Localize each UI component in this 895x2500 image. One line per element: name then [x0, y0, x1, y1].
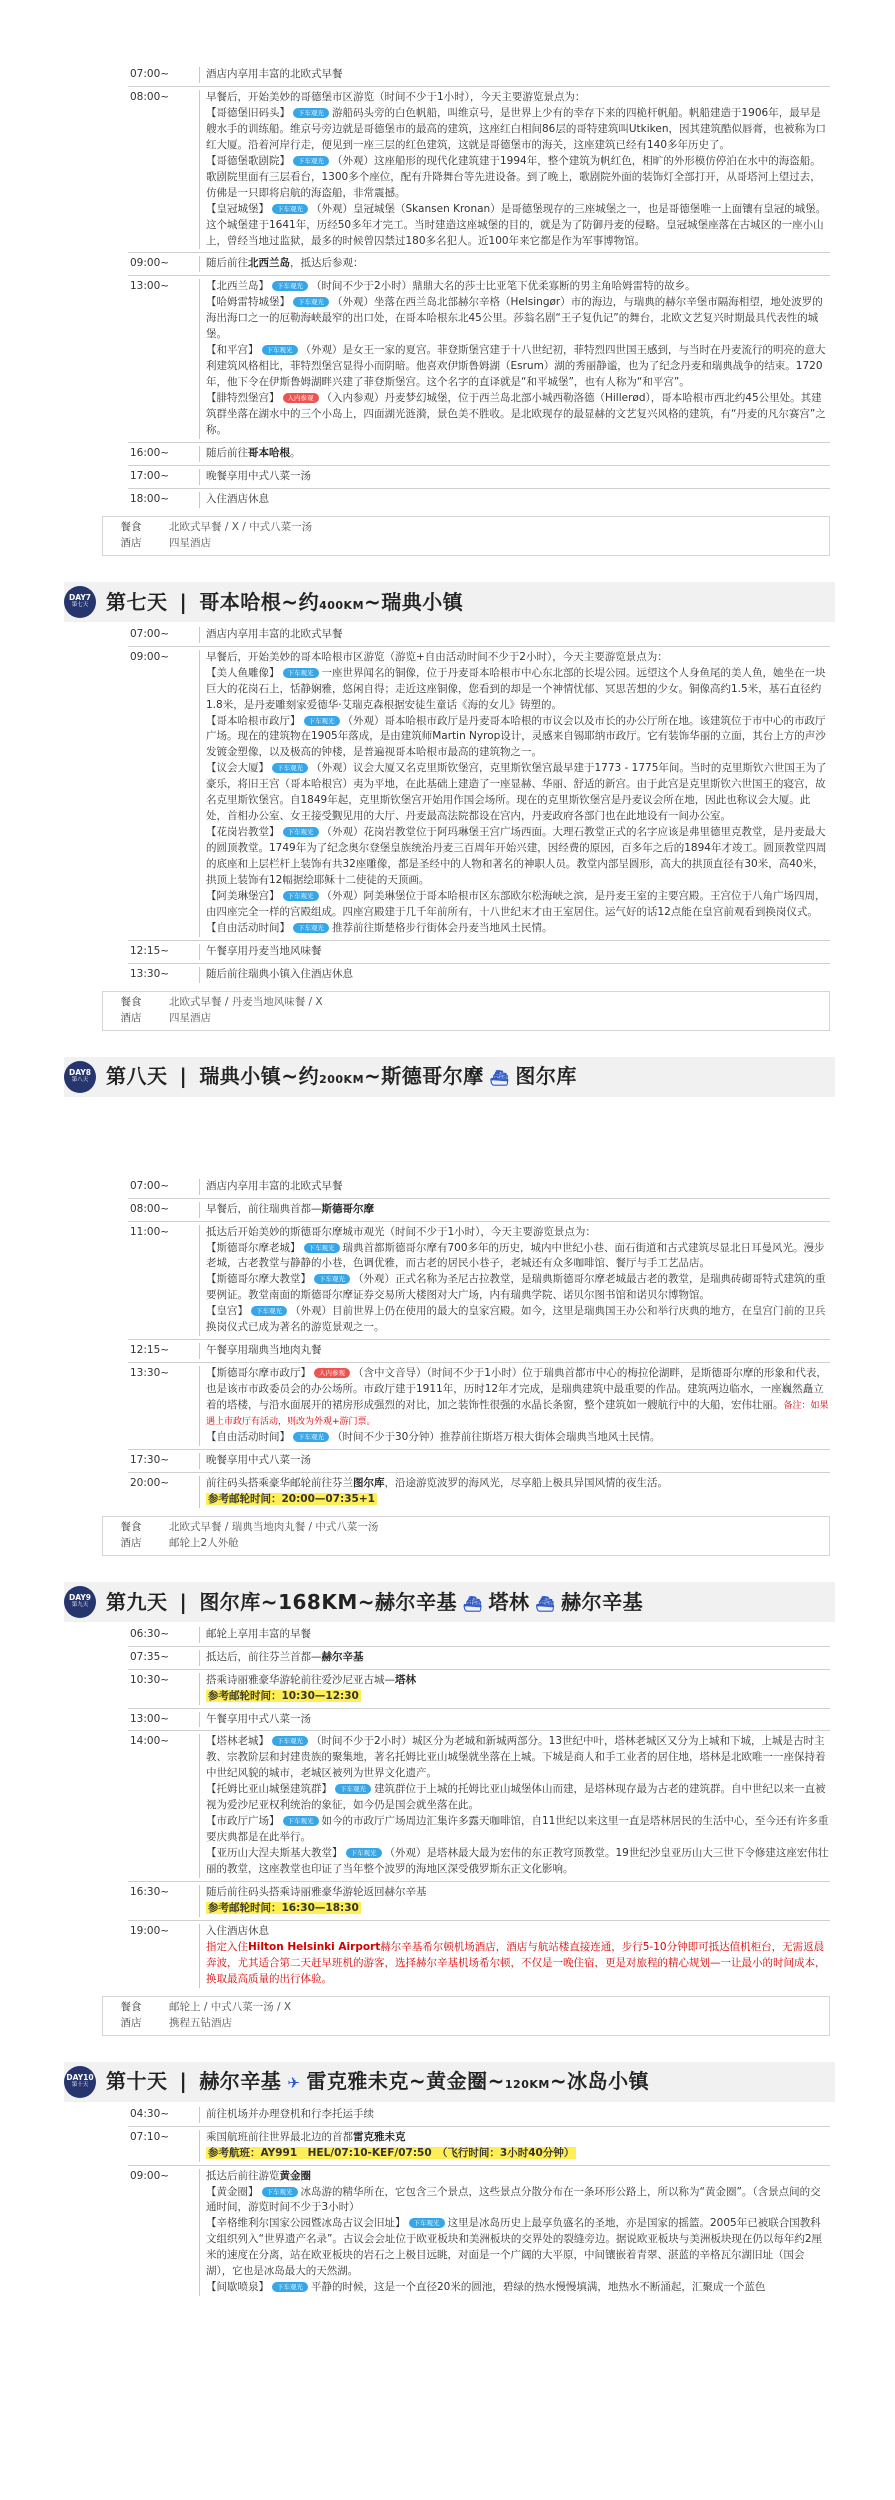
day7-schedule — [128, 627, 830, 983]
schedule-row: 13:00~ 【北西兰岛】 下车观光 （时间不少于2小时）鼎鼎大名的莎士比亚笔下优柔寡断的男主角哈姆雷特的故乡。 【哈姆雷特城堡】 下车观光 （外观）坐落在西兰岛北部赫尔辛格（Helsingør）市的海边，与瑞典的赫尔辛堡市隔海相望，地处波罗的海出海口之一的厄勒海峡最窄的出口处，在哥本哈根东北45公里。莎翁名剧“王子复仇记”的舞台，北欧文艺复兴时期最具代表性的城堡。 【和平宫】 下车观光 （外观）是女王一家的夏宫。菲登斯堡宫建于十八世纪初，菲特烈四世国王感到，与当时在丹麦流行的明亮的意大利建筑风格相比，菲特烈堡宫显得小而阴暗。他喜欢伊斯鲁姆湖（Esrum）湖的秀丽静谧，也为了纪念丹麦和瑞典战争的结束。1720年，他下令在伊斯鲁姆湖畔兴建了菲登斯堡宫。这个名字的直译就是“和平城堡”，也有人称为“和平宫”。 【腓特烈堡宫】 入内参观 （入内参观）丹麦梦幻城堡，位于西兰岛北部小城西勒洛德（Hillerød），哥本哈根市西北约45公里处。其建筑群坐落在湖水中的三个小岛上，四面湖光涟漪，景色美不胜收。是北欧现存的最显赫的文艺复兴风格的建筑，有“丹麦的凡尔赛宫”之称。 — [128, 279, 830, 439]
tag-view: 下车观光 — [409, 2218, 445, 2228]
schedule-row: 04:30~ 前往机场并办理登机和行李托运手续 — [128, 2107, 830, 2123]
schedule-row: 16:30~ 随后前往码头搭乘诗丽雅豪华游轮返回赫尔辛基 参考邮轮时间：16:30—18:30 — [128, 1885, 830, 1917]
schedule-row: 20:00~ 前往码头搭乘豪华邮轮前往芬兰图尔库，沿途游览波罗的海风光，尽享船上极具异国风情的夜生活。 参考邮轮时间：20:00—07:35+1 — [128, 1476, 830, 1508]
day8-meals-box: 餐食 北欧式早餐 / 瑞典当地肉丸餐 / 中式八菜一汤 酒店 邮轮上2人外舱 — [102, 1516, 830, 1556]
schedule-row: 10:30~ 搭乘诗丽雅豪华游轮前往爱沙尼亚古城—塔林 参考邮轮时间：10:30—12:30 — [128, 1673, 830, 1705]
tag-view: 下车观光 — [293, 1432, 329, 1442]
schedule-row: 07:35~ 抵达后，前往芬兰首都—赫尔辛基 — [128, 1650, 830, 1666]
divider — [128, 252, 830, 253]
schedule-row: 14:00~ 【塔林老城】 下车观光 （时间不少于2小时）城区分为老城和新城两部分。13世纪中叶，塔林老城区又分为上城和下城，上城是古时主教、宗教阶层和封建贵族的聚集地，著名托姆比亚山城堡就坐落在上城。下城是商人和手工业者的居住地，塔林是北欧唯一一座保持着中世纪风貌的城市，老城区被列为世界文化遗产。 【托姆比亚山城堡建筑群】 下车观光 建筑群位于上城的托姆比亚山城堡体山而建，是塔林现存最为古老的建筑群。自中世纪以来一直被视为爱沙尼亚权利统治的象征，如今仍是国会就坐落在此。 【市政厅广场】 下车观光 如今的市政厅广场周边汇集许多露天咖啡馆，自11世纪以来这里一直是塔林居民的生活中心，至今还有许多重要庆典都是在此举行。 【亚历山大涅夫斯基大教堂】 下车观光 （外观）是塔林最大最为宏伟的东正教穹顶教堂。19世纪沙皇亚历山大三世下令修建这座宏伟壮丽的教堂，这座教堂也印证了当年整个波罗的海地区深受俄罗斯东正文化影响。 — [128, 1734, 830, 1878]
schedule-row: 09:00~ 抵达后前往游览黄金圈 【黄金圈】 下车观光 冰岛游的精华所在，它包含三个景点，这些景点分散分布在一条环形公路上，所以称为“黄金圈”。（含景点间的交通时间，游览时间不少于3小时） 【辛格维利尔国家公园暨冰岛古议会旧址】 下车观光 这里是冰岛历史上最享负盛名的圣地，亦是国家的摇篮。2005年已被联合国教科文组织列入“世界遗产名录”。古议会会址位于欧亚板块和美洲板块的交界处的裂缝旁边。据说欧亚板块与美洲板块现在仍以每年约2厘米的速度在分离，站在欧亚板块的岩石之上极目远眺，对面是一个广阔的大平原，中间镶嵌着青翠、湛蓝的辛格瓦尔湖旧址（国会湖），它也是冰岛最大的天然湖。 【间歇喷泉】 下车观光 平静的时候，这是一个直径20米的圆池，碧绿的热水慢慢填满，地热水不断涌起，汇聚成一个蓝色 — [128, 2169, 830, 2297]
schedule-row: 09:00~ 随后前往北西兰岛，抵达后参观： — [128, 256, 830, 272]
day8-schedule — [128, 1179, 830, 1508]
day6-schedule — [128, 67, 830, 508]
day9-meals-box: 餐食 邮轮上 / 中式八菜一汤 / X 酒店 携程五钻酒店 — [102, 1996, 830, 2036]
tag-view: 下车观光 — [272, 763, 308, 773]
schedule-row: 07:00~ 酒店内享用丰富的北欧式早餐 — [128, 67, 830, 83]
tag-view: 下车观光 — [335, 1784, 371, 1794]
tag-view: 下车观光 — [293, 156, 329, 166]
day-badge: DAY8 第八天 — [64, 1061, 96, 1093]
day-badge: DAY10 第十天 — [64, 2066, 96, 2098]
schedule-row: 17:30~ 晚餐享用中式八菜一汤 — [128, 1453, 830, 1469]
schedule-row: 12:15~ 午餐享用丹麦当地风味餐 — [128, 944, 830, 960]
day7-header — [64, 582, 835, 622]
schedule-row: 12:15~ 午餐享用瑞典当地肉丸餐 — [128, 1343, 830, 1359]
schedule-row: 08:00~ 早餐后，开始美妙的哥德堡市区游览（时间不少于1小时），今天主要游览景点为： 【哥德堡旧码头】 下车观光 游船码头旁的白色帆船，叫维京号，是世界上少有的幸存下来的四桅杆帆船。帆船建造于1906年，最早是艘水手的训练船。维京号旁边就是哥德堡市的最高的建筑，这座红白相间86层的哥特建筑叫Utkiken，因其建筑酷似唇膏，也被称为口红大厦。沿着河岸行走，便见到一座三层的红色建筑，这就是哥德堡市的海关，这座建筑已经有140多年历史了。 【哥德堡歌剧院】 下车观光 （外观）这座船形的现代化建筑建于1994年，整个建筑为帆红色，相旷的外形模仿停泊在水中的海盗船。歌剧院里面有三层看台，1300多个座位，配有升降舞台等先进设备。到了晚上，歌剧院外面的装饰灯全部打开，从哥塔河上望过去，仿佛是一只即将启航的海盗船，非常震撼。 【皇冠城堡】 下车观光 （外观）皇冠城堡（Skansen Kronan）是哥德堡现存的三座城堡之一，也是哥德堡唯一上面镶有皇冠的城堡。这个城堡建于1641年，历经50多年才完工。当时建造这座城堡的目的，就是为了防御丹麦的侵略。皇冠城堡座落在古城区的一座小山上，曾经当地过监狱，最多的时候曾囚禁过180多名犯人。近100年来它都是作为军事博物馆。 — [128, 90, 830, 250]
schedule-row: 17:00~ 晚餐享用中式八菜一汤 — [128, 469, 830, 485]
tag-view: 下车观光 — [293, 108, 329, 118]
tag-view: 下车观光 — [314, 1274, 350, 1284]
tag-view: 下车观光 — [251, 1306, 287, 1316]
day-title: 第八天 | 瑞典小镇~约200KM~斯德哥尔摩 ⛴ 图尔库 — [106, 1064, 577, 1089]
schedule-row: 11:00~ 抵达后开始美妙的斯德哥尔摩城市观光（时间不少于1小时），今天主要游览景点为： 【斯德哥尔摩老城】 下车观光 瑞典首都斯德哥尔摩有700多年的历史，城内中世纪小巷、面石街道和古式建筑尽显北日耳曼风光。漫步老城，古老教堂与静静的小巷，色调优雅，而古老的居民小巷子，老城还有众多咖啡馆、餐厅与手工艺品店。 【斯德哥尔摩大教堂】 下车观光 （外观）正式名称为圣尼古拉教堂，是瑞典斯德哥尔摩老城最古老的教堂，是瑞典砖砌哥特式建筑的重要例证。教堂南面的斯德哥尔摩证券交易所大楼图对大广场，内有瑞典学院、诺贝尔图书馆和诺贝尔博物馆。 【皇宫】 下车观光 （外观）目前世界上仍在使用的最大的皇家宫殿。如今，这里是瑞典国王办公和举行庆典的地方，在皇宫门前的卫兵换岗仪式已成为著名的游览景观之一。 — [128, 1225, 830, 1337]
day-title: 第九天 | 图尔库~168KM~赫尔辛基 ⛴ 塔林 ⛴ 赫尔辛基 — [106, 1589, 644, 1614]
tag-view: 下车观光 — [304, 716, 340, 726]
tag-view: 下车观光 — [272, 281, 308, 291]
schedule-row: 19:00~ 入住酒店休息 指定入住Hilton Helsinki Airport赫尔辛基希尔顿机场酒店，酒店与航站楼直接连通，步行5-10分钟即可抵达值机柜台，无需返晨奔波，尤其适合第二天赶早班机的游客，选择赫尔辛基机场希尔顿，不仅是一晚住宿，更是对旅程的精心规划—一让最小的时间成本，换取最高质量的出行体验。 — [128, 1924, 830, 1988]
tag-view: 下车观光 — [283, 668, 319, 678]
schedule-row: 13:30~ 随后前往瑞典小镇入住酒店休息 — [128, 967, 830, 983]
ship-icon: ⛴ — [462, 1594, 483, 1613]
tag-view: 下车观光 — [283, 1816, 319, 1826]
day9-header — [64, 1582, 835, 1622]
schedule-row: 07:00~ 酒店内享用丰富的北欧式早餐 — [128, 1179, 830, 1195]
schedule-row: 07:00~ 酒店内享用丰富的北欧式早餐 — [128, 627, 830, 643]
schedule-row: 16:00~ 随后前往哥本哈根。 — [128, 446, 830, 462]
divider — [128, 488, 830, 489]
tag-view: 下车观光 — [262, 345, 298, 355]
day-badge: DAY9 第九天 — [64, 1586, 96, 1618]
day6-meals-box: 餐食 北欧式早餐 / X / 中式八菜一汤 酒店 四星酒店 — [102, 516, 830, 556]
tag-view: 下车观光 — [304, 1243, 340, 1253]
tag-view: 下车观光 — [272, 2282, 308, 2292]
tag-view: 下车观光 — [283, 891, 319, 901]
day9-schedule — [128, 1627, 830, 1988]
day-badge: DAY7 第七天 — [64, 586, 96, 618]
ship-icon: ⛴ — [489, 1069, 510, 1088]
plane-icon: ✈ — [287, 2074, 301, 2093]
schedule-row: 08:00~ 早餐后，前往瑞典首都—斯德哥尔摩 — [128, 1202, 830, 1218]
schedule-row: 06:30~ 邮轮上享用丰富的早餐 — [128, 1627, 830, 1643]
schedule-row: 07:10~ 乘国航班前往世界最北边的首都雷克雅未克 参考航班：AY991 HEL/07:10-KEF/07:50 （飞行时间：3小时40分钟） — [128, 2130, 830, 2162]
day-title: 第十天 | 赫尔辛基 ✈ 雷克雅未克~黄金圈~120KM~冰岛小镇 — [106, 2069, 650, 2094]
schedule-row: 09:00~ 早餐后，开始美妙的哥本哈根市区游览（游览+自由活动时间不少于2小时），今天主要游览景点为： 【美人鱼雕像】 下车观光 一座世界闻名的铜像，位于丹麦哥本哈根市中心东北部的长堤公园。远望这个人身鱼尾的美人鱼，她坐在一块巨大的花岗石上，恬静娴雅，悠闲自得；走近这座铜像，您看到的却是一个神情忧郁、冥思苦想的少女。铜像高约1.5米，基石直径约1.8米，是丹麦雕刻家爱德华·艾瑞克森根据安徒生童话《海的女儿》铸塑的。 【哥本哈根市政厅】 下车观光 （外观）哥本哈根市政厅是丹麦哥本哈根的市议会以及市长的办公厅所在地。该建筑位于市中心的市政厅广场。现在的建筑物在1905年落成，是由建筑师Martin Nyrop设计，灵感来自锡耶纳市政厅。它有装饰华丽的立面，其台上方的声沙发镀金塑像，以及极高的钟楼，是普遍视哥本哈根市最高的建筑物之一。 【议会大厦】 下车观光 （外观）议会大厦又名克里斯钦堡宫，克里斯钦堡宫最早建于1773 - 1775年间。当时的克里斯钦六世国王为了豪乐，将旧王宫（哥本哈根宫）夷为平地，在此基础上建造了一座显赫、华丽、舒适的新宫。由于此宫是克里斯钦六世国王的寝宫，故名克里斯钦堡宫。自1849年起，克里斯钦堡宫开始用作国会场所。现在的克里斯钦堡宫是丹麦议会所在地，因此也称议会大厦。此处，首相办公室、女王接受觐见用的大厅、丹麦最高法院都设在宫内，丹麦政府各部门也在此地设有一间办公室。 【花岗岩教堂】 下车观光 （外观）花岗岩教堂位于阿玛琳堡王宫广场西面。大理石教堂正式的名字应该是弗里德里克教堂，是丹麦最大的圆顶教堂。1749年为了纪念奥尔登堡皇族统治丹麦三百周年开始兴建，因经费的原因，百多年之后的1894年才竣工。圆顶教堂四周的底座和上层栏杆上装饰有共32座雕像，都是圣经中的人物和著名的神职人员。教堂内部呈圆形，高大的拱顶直径有30米，高40米，拱顶上装饰有12幅据绘耶稣十二使徒的天顶画。 【阿美琳堡宫】 下车观光 （外观）阿美琳堡位于哥本哈根市区东部欧尔松海峡之滨，是丹麦王室的主要宫殿。王宫位于八角广场四周，由四座完全一样的宫殿组成。四座宫殿建于几千年前所有，十八世纪末才由王室居住。运气好的话12点能在皇宫前观看到换岗仪式。 【自由活动时间】 下车观光 推荐前往斯楚格步行街体会丹麦当地风土民情。 — [128, 650, 830, 937]
tag-view: 下车观光 — [293, 923, 329, 933]
schedule-row: 13:30~ 【斯德哥尔摩市政厅】 入内参观 （含中文音导）（时间不少于1小时）位于瑞典首都市中心的梅拉伦湖畔，是斯德哥尔摩的形象和代表，也是该市市政委员会的办公场所。市政厅建于1911年，历时12年才完成，是瑞典建筑中最重要的作品。建筑两边临水，一座巍然矗立着的塔楼，与沿水面展开的裙房形成强烈的对比，加之装饰性很强的水晶长条窗，整个建筑如一艘航行中的大船，宏伟壮丽。备注：如果遇上市政厅有活动，则改为外观+游门票。 【自由活动时间】 下车观光 （时间不少于30分钟）推荐前往斯塔万根大街体会瑞典当地风土民情。 — [128, 1366, 830, 1446]
tag-enter: 入内参观 — [314, 1368, 350, 1378]
day7-meals-box: 餐食 北欧式早餐 / 丹麦当地风味餐 / X 酒店 四星酒店 — [102, 991, 830, 1031]
divider — [128, 275, 830, 276]
ship-icon: ⛴ — [535, 1594, 556, 1613]
day-title: 第七天 | 哥本哈根~约400KM~瑞典小镇 — [106, 589, 464, 614]
schedule-row: 13:00~ 午餐享用中式八菜一汤 — [128, 1712, 830, 1728]
divider — [128, 442, 830, 443]
divider — [128, 86, 830, 87]
tag-view: 下车观光 — [262, 2187, 298, 2197]
divider — [128, 465, 830, 466]
tag-view: 下车观光 — [272, 204, 308, 214]
schedule-row: 18:00~ 入住酒店休息 — [128, 492, 830, 508]
tag-view: 下车观光 — [293, 297, 329, 307]
tag-enter: 入内参观 — [283, 393, 319, 403]
tag-view: 下车观光 — [272, 1736, 308, 1746]
day10-header — [64, 2062, 835, 2102]
tag-view: 下车观光 — [283, 827, 319, 837]
day10-schedule — [128, 2107, 830, 2296]
tag-view: 下车观光 — [346, 1848, 382, 1858]
day8-header — [64, 1057, 835, 1097]
